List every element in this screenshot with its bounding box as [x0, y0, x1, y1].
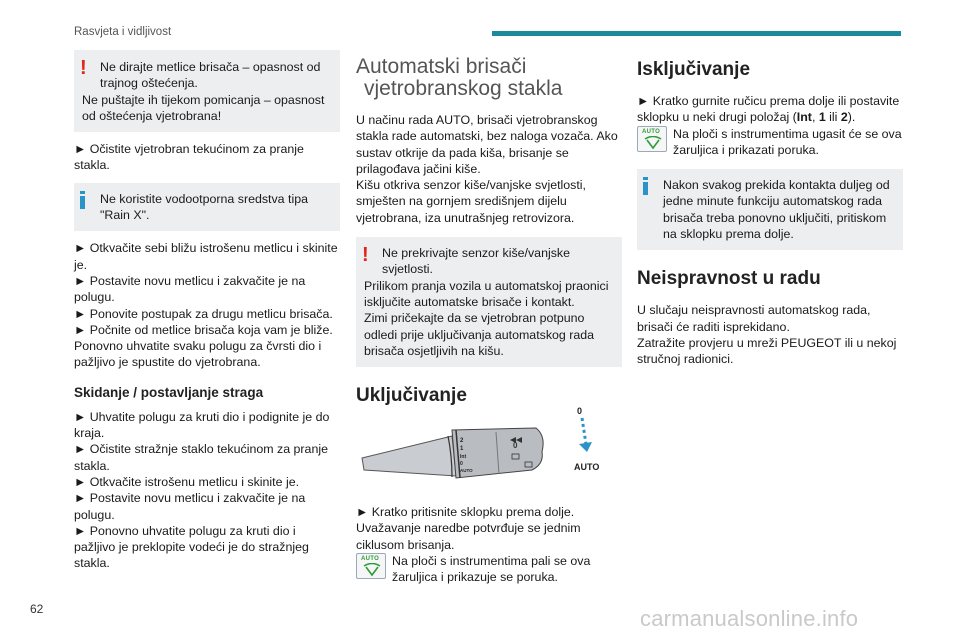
page-title-line-1: Automatski brisači: [356, 55, 527, 78]
auto-intro: U načinu rada AUTO, brisači vjetrobranskog stakla rade automatski, bez naloga vozača. Ako sustav otkrije da pada kiša, brisanje se prilagođava jačini kiše.: [356, 113, 618, 176]
watermark: carmanualsonline.info: [640, 606, 859, 631]
warning-text-1: Ne prekrivajte senzor kiše/vanjske svjetlosti.: [382, 246, 571, 277]
rear-step-line: ► Očistite stražnje staklo tekućinom za pranje stakla.: [74, 442, 328, 473]
page-title-line-2: vjetrobranskog stakla: [364, 77, 563, 100]
warning-icon: !: [362, 244, 369, 267]
disable-step: ► Kratko gurnite ručicu prema dolje ili postavite sklopku u neki drugi položaj (Int, 1 ili 2).: [637, 94, 900, 125]
tick-0: 0: [460, 461, 463, 467]
indicator-on-text: Na ploči s instrumentima pali se ova žaruljica i prikazuje se poruka.: [392, 553, 591, 585]
page-number: 62: [30, 602, 44, 616]
step-clean-windscreen: ► Očistite vjetrobran tekućinom za pranje stakla.: [74, 142, 304, 173]
warning-box: [74, 50, 340, 132]
service-text: Zatražite provjeru u mreži PEUGEOT ili u nekoj stručnoj radionici.: [637, 335, 897, 367]
warning-text-1: Ne dirajte metlice brisača – opasnost od trajnog oštećenja.: [100, 60, 321, 91]
step-line: ► Postavite novu metlicu i zakvačite je na polugu.: [74, 273, 306, 305]
header-accent-bar: [492, 31, 901, 36]
section-heading-disable: Isključivanje: [637, 59, 751, 80]
page-title: [356, 56, 622, 100]
rear-step-line: ► Postavite novu metlicu i zakvačite je na polugu.: [74, 491, 306, 522]
auto-wiper-indicator-icon: AUTO: [356, 553, 386, 579]
info-icon: [80, 191, 86, 209]
section-heading-enable: Uključivanje: [356, 385, 467, 407]
press-switch-step: ► Kratko pritisnite sklopku prema dolje.: [356, 505, 575, 519]
svg-text:0: 0: [513, 441, 518, 450]
info-text: Ne koristite vodootporna sredstva tipa "Rain X".: [100, 191, 308, 223]
info-box: [74, 183, 340, 232]
malfunction-text: U slučaju neispravnosti automatskog rada, brisači će raditi isprekidano.: [637, 303, 871, 334]
section-heading-malfunction: Neispravnost u radu: [637, 268, 821, 290]
column-3: [637, 59, 903, 368]
info-text: Nakon svakog prekida kontakta duljeg od jedne minute funkciju automatskog rada brisača treba ponovno uključiti, pritiskom na sklopku prema dolje.: [663, 178, 890, 242]
rear-step-line: ► Uhvatite polugu za kruti dio i podignite je do kraja.: [74, 409, 330, 441]
tick-1: 1: [460, 446, 464, 452]
position-0-label: 0: [577, 406, 583, 416]
sensor-location: Kišu otkriva senzor kiše/vanjske svjetlosti, smješten na gornjem središnjem dijelu vjetrobrana, iza unutrašnjeg retrovizora.: [356, 178, 587, 225]
rear-heading: Skidanje / postavljanje straga: [74, 384, 264, 400]
info-box: [637, 169, 903, 250]
warning-icon: !: [80, 57, 87, 79]
confirm-text: Uvažavanje naredbe potvrđuje se jednim ciklusom brisanja.: [356, 521, 581, 552]
tick-2: 2: [460, 438, 464, 444]
step-line: ► Otkvačite sebi bližu istrošenu metlicu i skinite je.: [74, 241, 338, 272]
column-1: [74, 50, 340, 572]
auto-indicator-row: [637, 126, 903, 159]
indicator-off-text: Na ploči s instrumentima ugasit će se ova žaruljica i prikazati poruka.: [673, 126, 902, 157]
warning-text-2: Ne puštajte ih tijekom pomicanja – opasnost od oštećenja vjetrobrana!: [82, 92, 325, 123]
wiper-stalk-diagram: [356, 400, 606, 498]
rear-step-line: ► Ponovno uhvatite polugu za kruti dio i pažljivo je preklopite vodeći je do stražnjeg stakla.: [74, 523, 309, 571]
auto-wiper-indicator-icon: AUTO: [637, 126, 667, 152]
step-line: ► Počnite od metlice brisača koja vam je bliže. Ponovno uhvatite svaku polugu za čvrsti dio i pažljivo je spustite do vjetrobrana.: [74, 322, 333, 370]
tick-auto: AUTO: [460, 468, 473, 473]
step-line: ► Ponovite postupak za drugu metlicu brisača.: [74, 306, 333, 321]
info-icon: [643, 177, 649, 195]
header-title: Rasvjeta i vidljivost: [74, 26, 172, 38]
tick-int: Int: [460, 454, 467, 460]
warning-text-2: Prilikom pranja vozila u automatskoj praonici isključite automatske brisače i kontakt.: [364, 278, 609, 309]
arrow-down-icon: [579, 442, 592, 452]
column-2-lower: [356, 504, 622, 585]
auto-position-label: AUTO: [574, 462, 600, 472]
rear-step-line: ► Otkvačite istrošenu metlicu i skinite je.: [74, 474, 300, 489]
column-2: [356, 56, 622, 407]
warning-box: [356, 237, 622, 367]
warning-text-3: Zimi pričekajte da se vjetrobran potpuno odledi prije uključivanja automatskog rada brisača osjetljivih na kišu.: [364, 311, 595, 358]
auto-indicator-row: [356, 553, 622, 586]
